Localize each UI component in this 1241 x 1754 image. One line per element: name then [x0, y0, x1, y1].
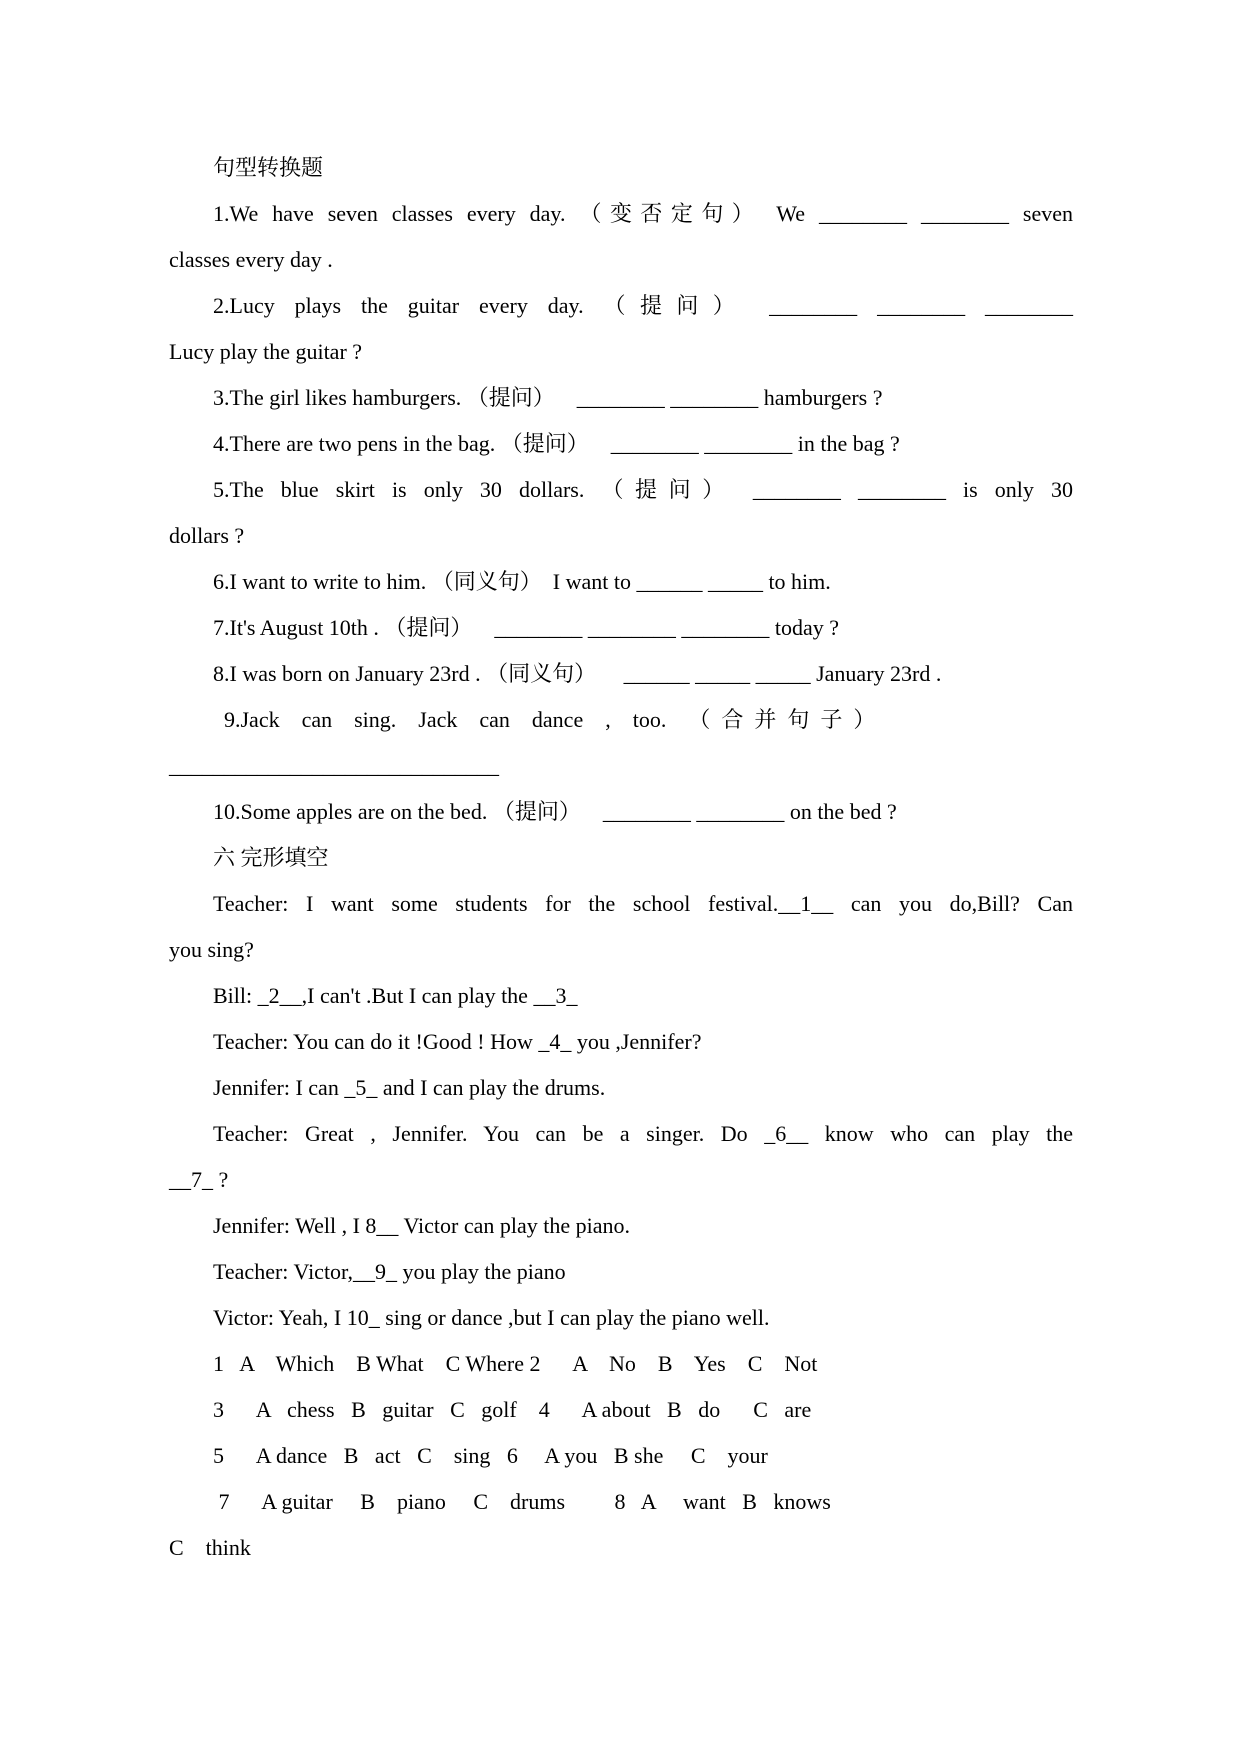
text-line: Lucy play the guitar ?: [169, 339, 363, 364]
text-line: Victor: Yeah, I 10_ sing or dance ,but I can play the piano well.: [213, 1305, 770, 1330]
text-line: Jennifer: I can _5_ and I can play the drums.: [213, 1075, 606, 1100]
text-line: 5.The blue skirt is only 30 dollars. （提问） ________ ________ is only 30: [213, 477, 1073, 502]
choice-line: 3 A chess B guitar C golf 4 A about B do C are: [213, 1397, 812, 1422]
text-line: classes every day .: [169, 247, 333, 272]
text-line: 8.I was born on January 23rd . （同义句） ______ _____ _____ January 23rd .: [213, 661, 942, 686]
text-line: Teacher: You can do it !Good ! How _4_ you ,Jennifer?: [213, 1029, 702, 1054]
document-page: [169, 145, 1073, 1571]
text-line: 2.Lucy plays the guitar every day. （提问） ________ ________ ________: [213, 293, 1073, 318]
choice-line: C think: [169, 1535, 251, 1560]
text-line: ______________________________: [169, 753, 499, 778]
text-line: 9.Jack can sing. Jack can dance , too. （ 合 并 句 子 ）: [213, 707, 876, 732]
text-line: 4.There are two pens in the bag. （提问） ________ ________ in the bag ?: [213, 431, 900, 456]
text-line: Jennifer: Well , I 8__ Victor can play the piano.: [213, 1213, 631, 1238]
text-line: Teacher: Great , Jennifer. You can be a singer. Do _6__ know who can play the: [213, 1121, 1073, 1146]
text-line: 7.It's August 10th . （提问） ________ ________ ________ today ?: [213, 615, 840, 640]
text-line: you sing?: [169, 937, 254, 962]
text-line: 10.Some apples are on the bed. （提问） ________ ________ on the bed ?: [213, 799, 897, 824]
text-line: 1.We have seven classes every day. （变否定句） We ________ ________ seven: [213, 201, 1073, 226]
text-line: Teacher: Victor,__9_ you play the piano: [213, 1259, 566, 1284]
text-line: 6.I want to write to him. （同义句） I want to ______ _____ to him.: [213, 569, 831, 594]
choice-line: 1 A Which B What C Where 2 A No B Yes C Not: [213, 1351, 818, 1376]
section-heading-cloze: 六 完形填空: [213, 845, 329, 870]
text-line: __7_ ?: [169, 1167, 229, 1192]
text-line: Teacher: I want some students for the school festival.__1__ can you do,Bill? Can: [213, 891, 1073, 916]
text-line: Bill: _2__,I can't .But I can play the __3_: [213, 983, 578, 1008]
text-line: dollars ?: [169, 523, 245, 548]
section-heading-transform: 句型转换题: [213, 155, 324, 180]
choice-line: 5 A dance B act C sing 6 A you B she C your: [213, 1443, 768, 1468]
choice-line: 7 A guitar B piano C drums 8 A want B knows: [213, 1489, 831, 1514]
text-line: 3.The girl likes hamburgers. （提问） ________ ________ hamburgers ?: [213, 385, 883, 410]
